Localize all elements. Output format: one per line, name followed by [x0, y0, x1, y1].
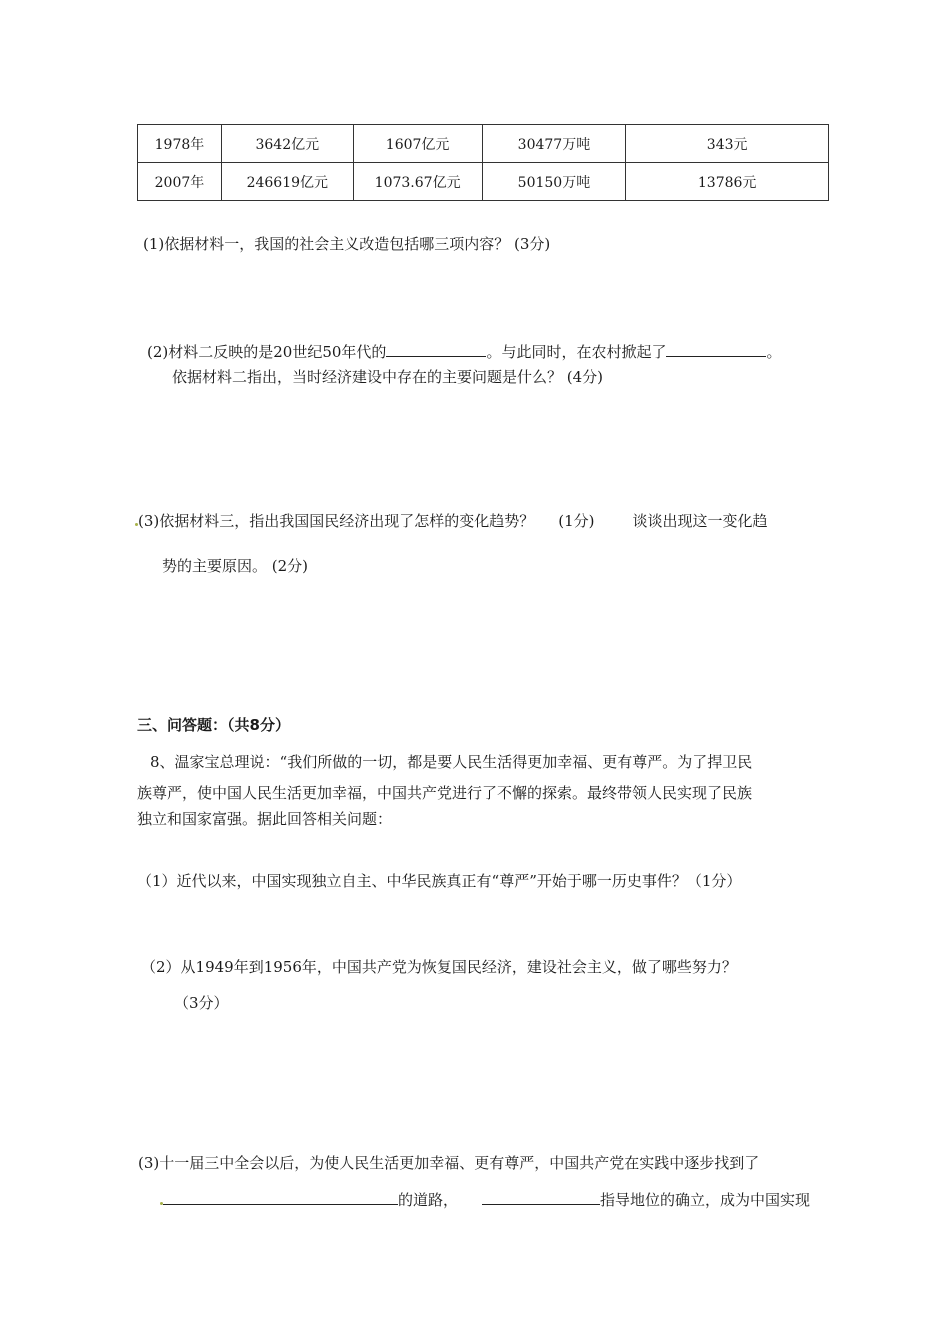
question-8-line2: 族尊严，使中国人民生活更加幸福，中国共产党进行了不懈的探索。最终带领人民实现了民族 — [137, 784, 753, 802]
answer-blank[interactable] — [482, 1190, 600, 1205]
subquestion-3-line1: (3)十一届三中全会以后，为使人民生活更加幸福、更有尊严，中国共产党在实践中逐步找到了 — [138, 1154, 760, 1172]
question-3-line1 — [135, 510, 768, 531]
answer-blank[interactable] — [163, 1190, 398, 1205]
answer-blank[interactable] — [666, 342, 766, 357]
table-cell: 1607亿元 — [353, 125, 482, 163]
subquestion-1: （1）近代以来，中国实现独立自主、中华民族真正有“尊严”开始于哪一历史事件？（1分） — [137, 872, 742, 890]
question-8-line1: 8、温家宝总理说：“我们所做的一切，都是要人民生活得更加幸福、更有尊严。为了捍卫民 — [150, 753, 753, 771]
table-cell: 1978年 — [138, 125, 222, 163]
table-row — [138, 125, 829, 163]
table-cell: 246619亿元 — [221, 163, 353, 201]
question-1: (1)依据材料一，我国的社会主义改造包括哪三项内容？ (3分) — [143, 235, 551, 253]
table-cell: 13786元 — [626, 163, 829, 201]
statistics-table — [137, 124, 829, 201]
question-2-text-b: 。与此同时，在农村掀起了 — [486, 343, 667, 361]
table-cell: 50150万吨 — [482, 163, 626, 201]
section-heading: 三、问答题：（共8分） — [137, 716, 290, 734]
subquestion-3-text-b: 指导地位的确立，成为中国实现 — [600, 1191, 811, 1209]
answer-blank[interactable] — [386, 342, 486, 357]
question-2-text-c: 。 — [766, 343, 782, 361]
question-3-text-a: (3)依据材料三，指出我国国民经济出现了怎样的变化趋势？ — [138, 512, 535, 530]
table-row — [138, 163, 829, 201]
table-cell: 343元 — [626, 125, 829, 163]
subquestion-2-line2: （3分） — [174, 994, 229, 1012]
subquestion-2-line1: （2）从1949年到1956年，中国共产党为恢复国民经济，建设社会主义，做了哪些努力？ — [141, 958, 737, 976]
table-cell: 30477万吨 — [482, 125, 626, 163]
subquestion-3-line2 — [160, 1189, 810, 1210]
question-8-line3: 独立和国家富强。据此回答相关问题： — [137, 810, 393, 828]
question-3-line2: 势的主要原因。 (2分) — [162, 557, 309, 575]
question-2-text-a: (2)材料二反映的是20世纪50年代的 — [147, 343, 387, 361]
subquestion-3-text-a: 的道路， — [398, 1191, 459, 1209]
question-2-line1 — [147, 341, 781, 362]
question-3-text-c: 谈谈出现这一变化趋 — [632, 512, 768, 530]
table-cell: 2007年 — [138, 163, 222, 201]
question-2-line2: 依据材料二指出，当时经济建设中存在的主要问题是什么？ (4分) — [172, 368, 604, 386]
question-3-score: (1分) — [558, 512, 595, 530]
table-cell: 3642亿元 — [221, 125, 353, 163]
table-cell: 1073.67亿元 — [353, 163, 482, 201]
